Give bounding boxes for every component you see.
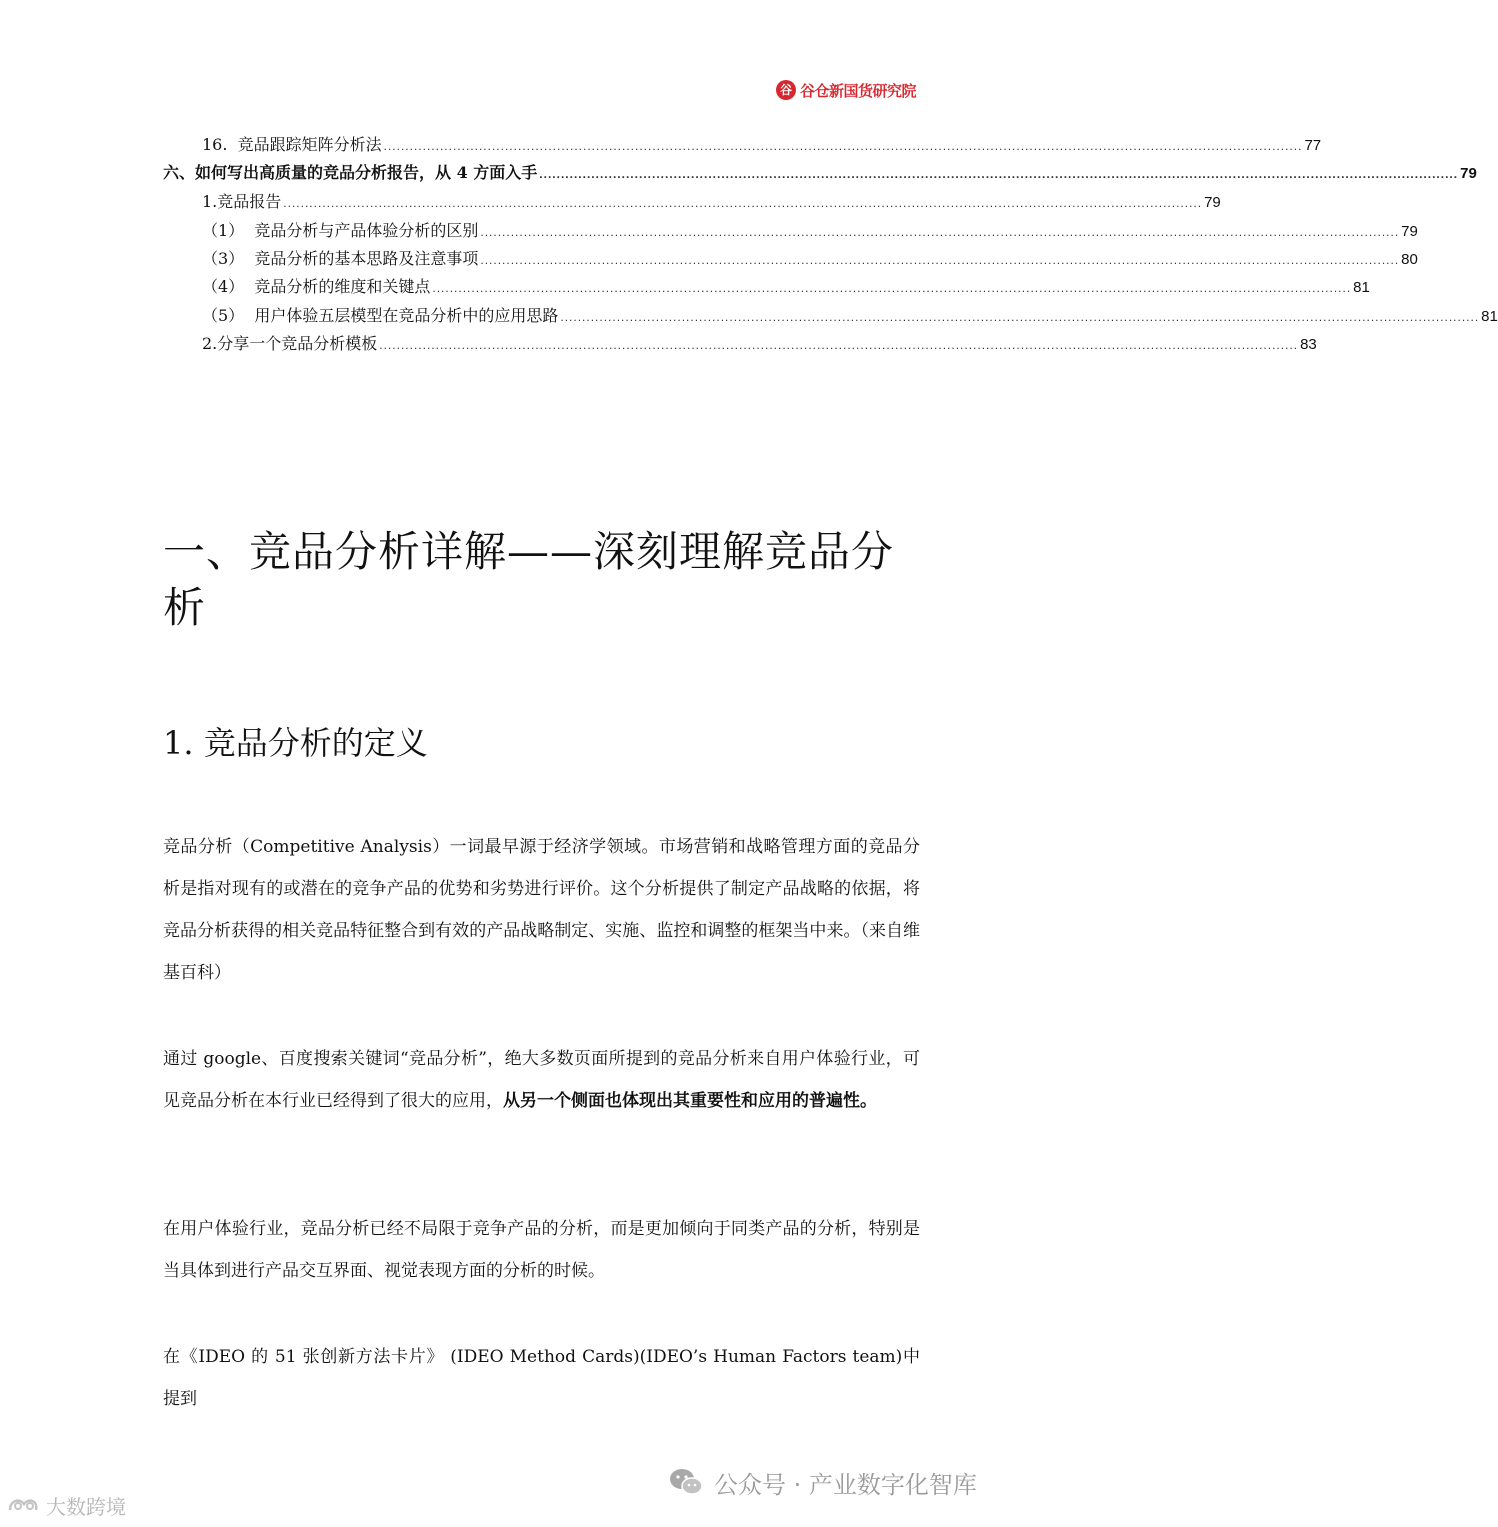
dot-leader: .................................................................................................................................................................................................................... [539, 167, 1459, 181]
watermark-text: 公众号 · 产业数字化智库 [714, 1470, 977, 1499]
toc-entry[interactable] [202, 188, 1221, 216]
toc-entry[interactable] [202, 217, 1418, 245]
toc-entry-label: 16. 竞品跟踪矩阵分析法 [202, 135, 382, 154]
toc-entry-label: （3） 竞品分析的基本思路及注意事项 [202, 249, 479, 268]
dot-leader: .................................................................................................................................................................................................................... [283, 196, 1203, 210]
bottom-watermark [6, 1490, 126, 1520]
dot-leader: .................................................................................................................................................................................................................... [480, 225, 1400, 239]
wechat-watermark [668, 1462, 977, 1502]
toc-entry-label: （4） 竞品分析的维度和关键点 [202, 277, 431, 296]
wechat-icon [668, 1467, 704, 1497]
toc-entry-page: 83 [1300, 336, 1317, 353]
toc-entry-page: 79 [1204, 194, 1221, 211]
brand-icon [6, 1494, 42, 1516]
toc-entry-page: 79 [1460, 165, 1477, 182]
toc-entry-number: 六、 [163, 163, 196, 182]
logo-mark-icon: 谷 [776, 80, 796, 100]
toc-entry[interactable] [202, 273, 1370, 301]
logo-text: 谷仓新国货研究院 [800, 81, 917, 100]
dot-leader: .................................................................................................................................................................................................................... [383, 139, 1303, 153]
dot-leader: .................................................................................................................................................................................................................... [560, 310, 1480, 324]
toc-entry-label: （1） 竞品分析与产品体验分析的区别 [202, 221, 479, 240]
section-title: 1. 竞品分析的定义 [163, 724, 428, 762]
toc-entry-page: 81 [1353, 279, 1370, 296]
toc-entry-label: 如何写出高质量的竞品分析报告，从 4 方面入手 [195, 163, 538, 182]
watermark-text: 大数跨境 [46, 1494, 126, 1519]
toc-entry-page: 81 [1481, 308, 1498, 325]
toc-entry[interactable] [202, 330, 1317, 358]
toc-entry[interactable] [163, 159, 1477, 187]
toc-entry-label: 2.分享一个竞品分析模板 [202, 334, 378, 353]
body-paragraph: 在用户体验行业，竞品分析已经不局限于竞争产品的分析，而是更加倾向于同类产品的分析，特别是当具体到进行产品交互界面、视觉表现方面的分析的时候。 [163, 1219, 920, 1281]
toc-entry[interactable] [202, 302, 1498, 330]
chapter-title: 一、竞品分析详解——深刻理解竞品分析 [163, 527, 895, 632]
emphasis-text: 从另一个侧面也体现出其重要性和应用的普遍性。 [503, 1091, 877, 1111]
toc-entry-page: 80 [1401, 251, 1418, 268]
toc-entry[interactable] [202, 131, 1322, 159]
paragraph-text: 通过 google、百度搜索关键词“竞品分析”，绝大多数页面所提到的竞品分析来自用户体验行业，可见竞品分析在本行业已经得到了很大的应用， [163, 1049, 920, 1111]
body-paragraph: 竞品分析（Competitive Analysis）一词最早源于经济学领域。市场营销和战略管理方面的竞品分析是指对现有的或潜在的竞争产品的优势和劣势进行评价。这个分析提供了制定产品战略的依据，将竞品分析获得的相关竞品特征整合到有效的产品战略制定、实施、监控和调整的框架当中来。（来自维基百科） [163, 837, 920, 983]
toc-entry-label: （5） 用户体验五层模型在竞品分析中的应用思路 [202, 306, 559, 325]
dot-leader: .................................................................................................................................................................................................................... [379, 338, 1299, 352]
body-paragraph [163, 1038, 920, 1122]
body-paragraph: 在《IDEO 的 51 张创新方法卡片》 (IDEO Method Cards)(IDEO’s Human Factors team)中提到 [163, 1347, 920, 1409]
toc-entry-page: 77 [1304, 137, 1322, 154]
toc-entry-page: 79 [1401, 223, 1418, 240]
toc-entry[interactable] [202, 245, 1418, 273]
publisher-logo [776, 78, 916, 102]
dot-leader: .................................................................................................................................................................................................................... [480, 253, 1400, 267]
dot-leader: .................................................................................................................................................................................................................... [432, 281, 1352, 295]
toc-entry-label: 1.竞品报告 [202, 192, 282, 211]
